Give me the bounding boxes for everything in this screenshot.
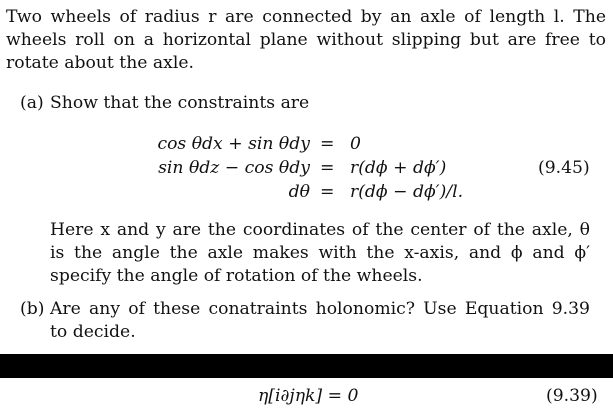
part-b-label: (b) xyxy=(20,299,45,319)
part-a-explanation: Here x and y are the coordinates of the center of the axle, θ is the angle the axle makes with the x-axis, and ϕ and ϕ′ specify the angle of rotation of the wheels. xyxy=(50,220,590,286)
reference-equation-number: (9.39) xyxy=(546,386,598,406)
part-b-text: Are any of these conatraints holonomic? Use Equation 9.39 to decide. xyxy=(50,299,590,342)
reference-equation-text: η[i∂jηk] = 0 xyxy=(258,386,359,406)
equation-number: (9.45) xyxy=(538,158,590,178)
equation-rhs: 0 xyxy=(350,134,361,154)
equation-row xyxy=(0,132,613,156)
redaction-bar xyxy=(0,354,613,378)
equation-lhs: sin θdz − cos θdy xyxy=(158,158,310,178)
part-a-prompt: Show that the constraints are xyxy=(50,93,310,113)
equation-rhs: r(dϕ − dϕ′)/l. xyxy=(350,182,464,202)
equation-row xyxy=(0,156,613,180)
equals-sign: = xyxy=(320,182,335,202)
equation-row xyxy=(0,180,613,204)
equation-rhs: r(dϕ + dϕ′) xyxy=(350,158,447,178)
constraint-equations xyxy=(0,126,613,204)
equals-sign: = xyxy=(320,158,335,178)
equation-lhs: cos θdx + sin θdy xyxy=(157,134,310,154)
equals-sign: = xyxy=(320,134,335,154)
reference-equation xyxy=(0,383,613,409)
part-a-label: (a) xyxy=(20,93,44,113)
equation-lhs: dθ xyxy=(288,182,310,202)
problem-intro: Two wheels of radius r are connected by an axle of length l. The wheels roll on a horizontal plane without slipping but are free to rotate about the axle. xyxy=(6,7,606,73)
